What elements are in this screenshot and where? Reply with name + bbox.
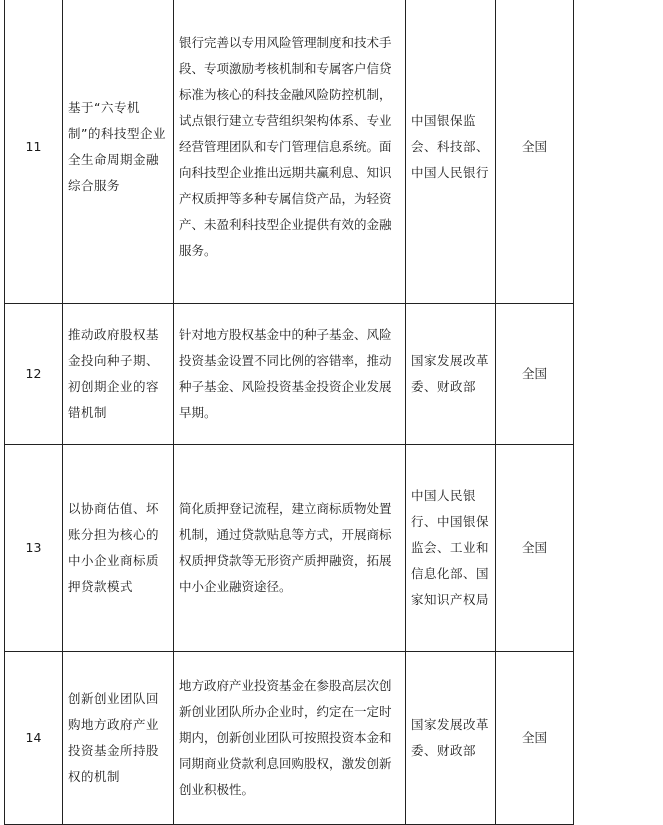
table-row [5, 304, 574, 445]
item-name: 推动政府股权基金投向种子期、初创期企业的容错机制 [63, 304, 174, 445]
scope: 全国 [496, 0, 574, 304]
item-name: 以协商估值、坏账分担为核心的中小企业商标质押贷款模式 [63, 445, 174, 652]
responsible-department: 中国银保监会、科技部、中国人民银行 [406, 0, 496, 304]
policy-table [4, 0, 574, 825]
table-row [5, 445, 574, 652]
item-content: 简化质押登记流程，建立商标质物处置机制，通过贷款贴息等方式，开展商标权质押贷款等无形资产质押融资，拓展中小企业融资途径。 [174, 445, 406, 652]
responsible-department: 国家发展改革委、财政部 [406, 652, 496, 825]
item-name: 基于“六专机制”的科技型企业全生命周期金融综合服务 [63, 0, 174, 304]
scope: 全国 [496, 652, 574, 825]
row-number: 14 [5, 652, 63, 825]
responsible-department: 中国人民银行、中国银保监会、工业和信息化部、国家知识产权局 [406, 445, 496, 652]
row-number: 13 [5, 445, 63, 652]
scope: 全国 [496, 304, 574, 445]
item-content: 针对地方股权基金中的种子基金、风险投资基金设置不同比例的容错率，推动种子基金、风险投资基金投资企业发展早期。 [174, 304, 406, 445]
responsible-department: 国家发展改革委、财政部 [406, 304, 496, 445]
item-name: 创新创业团队回购地方政府产业投资基金所持股权的机制 [63, 652, 174, 825]
table-row [5, 652, 574, 825]
scope: 全国 [496, 445, 574, 652]
row-number: 12 [5, 304, 63, 445]
table-row [5, 0, 574, 304]
row-number: 11 [5, 0, 63, 304]
item-content: 银行完善以专用风险管理制度和技术手段、专项激励考核机制和专属客户信贷标准为核心的科技金融风险防控机制，试点银行建立专营组织架构体系、专业经营管理团队和专门管理信息系统。面向科技型企业推出远期共赢利息、知识产权质押等多种专属信贷产品，为轻资产、未盈利科技型企业提供有效的金融服务。 [174, 0, 406, 304]
item-content: 地方政府产业投资基金在参股高层次创新创业团队所办企业时，约定在一定时期内，创新创业团队可按照投资本金和同期商业贷款利息回购股权，激发创新创业积极性。 [174, 652, 406, 825]
